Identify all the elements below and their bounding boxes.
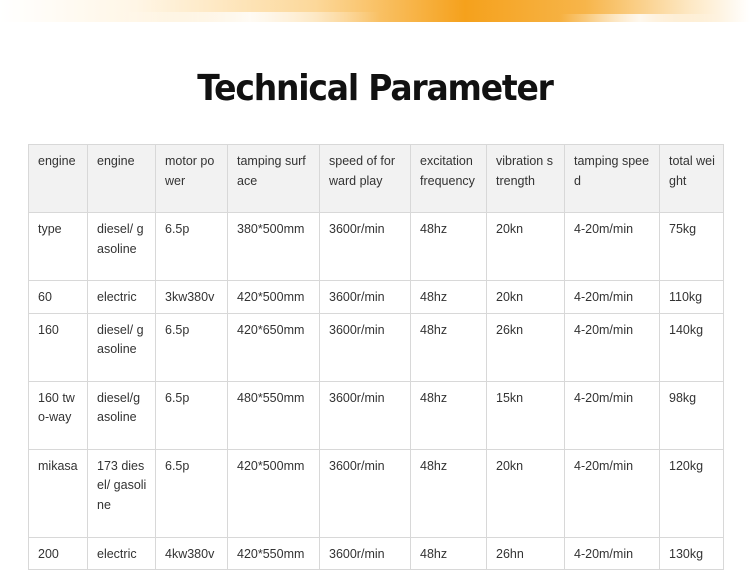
table-cell: 75kg	[660, 213, 724, 281]
table-header-row	[29, 145, 724, 213]
table-cell: 4-20m/min	[565, 537, 660, 570]
header-cell: vibration strength	[487, 145, 565, 213]
parameter-table	[28, 144, 724, 570]
header-cell: engine	[29, 145, 88, 213]
table-cell: electric	[88, 537, 156, 570]
table-cell: 6.5p	[156, 313, 228, 381]
table-cell: 4-20m/min	[565, 381, 660, 449]
table-cell: mikasa	[29, 449, 88, 537]
table-cell: 6.5p	[156, 213, 228, 281]
table-cell: diesel/gasoline	[88, 381, 156, 449]
table-row	[29, 213, 724, 281]
table-cell: 3600r/min	[320, 381, 411, 449]
table-cell: 110kg	[660, 281, 724, 314]
top-banner	[0, 0, 750, 22]
header-cell: speed of forward play	[320, 145, 411, 213]
header-cell: tamping speed	[565, 145, 660, 213]
table-cell: 3600r/min	[320, 313, 411, 381]
table-cell: 48hz	[411, 449, 487, 537]
table-cell: 6.5p	[156, 381, 228, 449]
table-cell: 420*500mm	[228, 449, 320, 537]
header-cell: excitation frequency	[411, 145, 487, 213]
table-cell: 3600r/min	[320, 449, 411, 537]
table-cell: 4-20m/min	[565, 313, 660, 381]
table-cell: 26kn	[487, 313, 565, 381]
header-cell: total weight	[660, 145, 724, 213]
table-cell: 160 two-way	[29, 381, 88, 449]
banner-highlight	[120, 12, 380, 22]
table-row	[29, 313, 724, 381]
table-cell: electric	[88, 281, 156, 314]
table-cell: 48hz	[411, 281, 487, 314]
table-cell: 173 diesel/ gasoline	[88, 449, 156, 537]
table-cell: 20kn	[487, 449, 565, 537]
table-cell: diesel/ gasoline	[88, 313, 156, 381]
banner-highlight	[560, 14, 720, 24]
table-cell: 420*500mm	[228, 281, 320, 314]
table-cell: 6.5p	[156, 449, 228, 537]
table-cell: 130kg	[660, 537, 724, 570]
table-cell: 20kn	[487, 281, 565, 314]
header-cell: motor power	[156, 145, 228, 213]
table-row	[29, 449, 724, 537]
table-cell: 160	[29, 313, 88, 381]
table-row	[29, 281, 724, 314]
table-cell: 420*650mm	[228, 313, 320, 381]
table-cell: 380*500mm	[228, 213, 320, 281]
table-cell: 60	[29, 281, 88, 314]
table-cell: 480*550mm	[228, 381, 320, 449]
table-cell: 4-20m/min	[565, 281, 660, 314]
header-cell: engine	[88, 145, 156, 213]
table-cell: 98kg	[660, 381, 724, 449]
table-cell: 20kn	[487, 213, 565, 281]
table-cell: 200	[29, 537, 88, 570]
table-cell: diesel/ gasoline	[88, 213, 156, 281]
page-title: Technical Parameter	[197, 66, 553, 109]
table-cell: type	[29, 213, 88, 281]
table-cell: 48hz	[411, 313, 487, 381]
table-cell: 3600r/min	[320, 281, 411, 314]
table-cell: 4kw380v	[156, 537, 228, 570]
table-cell: 420*550mm	[228, 537, 320, 570]
table-cell: 15kn	[487, 381, 565, 449]
table-cell: 48hz	[411, 537, 487, 570]
table-cell: 48hz	[411, 381, 487, 449]
table-cell: 120kg	[660, 449, 724, 537]
table-cell: 48hz	[411, 213, 487, 281]
table-cell: 3600r/min	[320, 213, 411, 281]
table-cell: 140kg	[660, 313, 724, 381]
table-cell: 4-20m/min	[565, 449, 660, 537]
table-cell: 3600r/min	[320, 537, 411, 570]
table-row	[29, 537, 724, 570]
table-cell: 4-20m/min	[565, 213, 660, 281]
table-cell: 3kw380v	[156, 281, 228, 314]
table-row	[29, 381, 724, 449]
table-cell: 26hn	[487, 537, 565, 570]
header-cell: tamping surface	[228, 145, 320, 213]
